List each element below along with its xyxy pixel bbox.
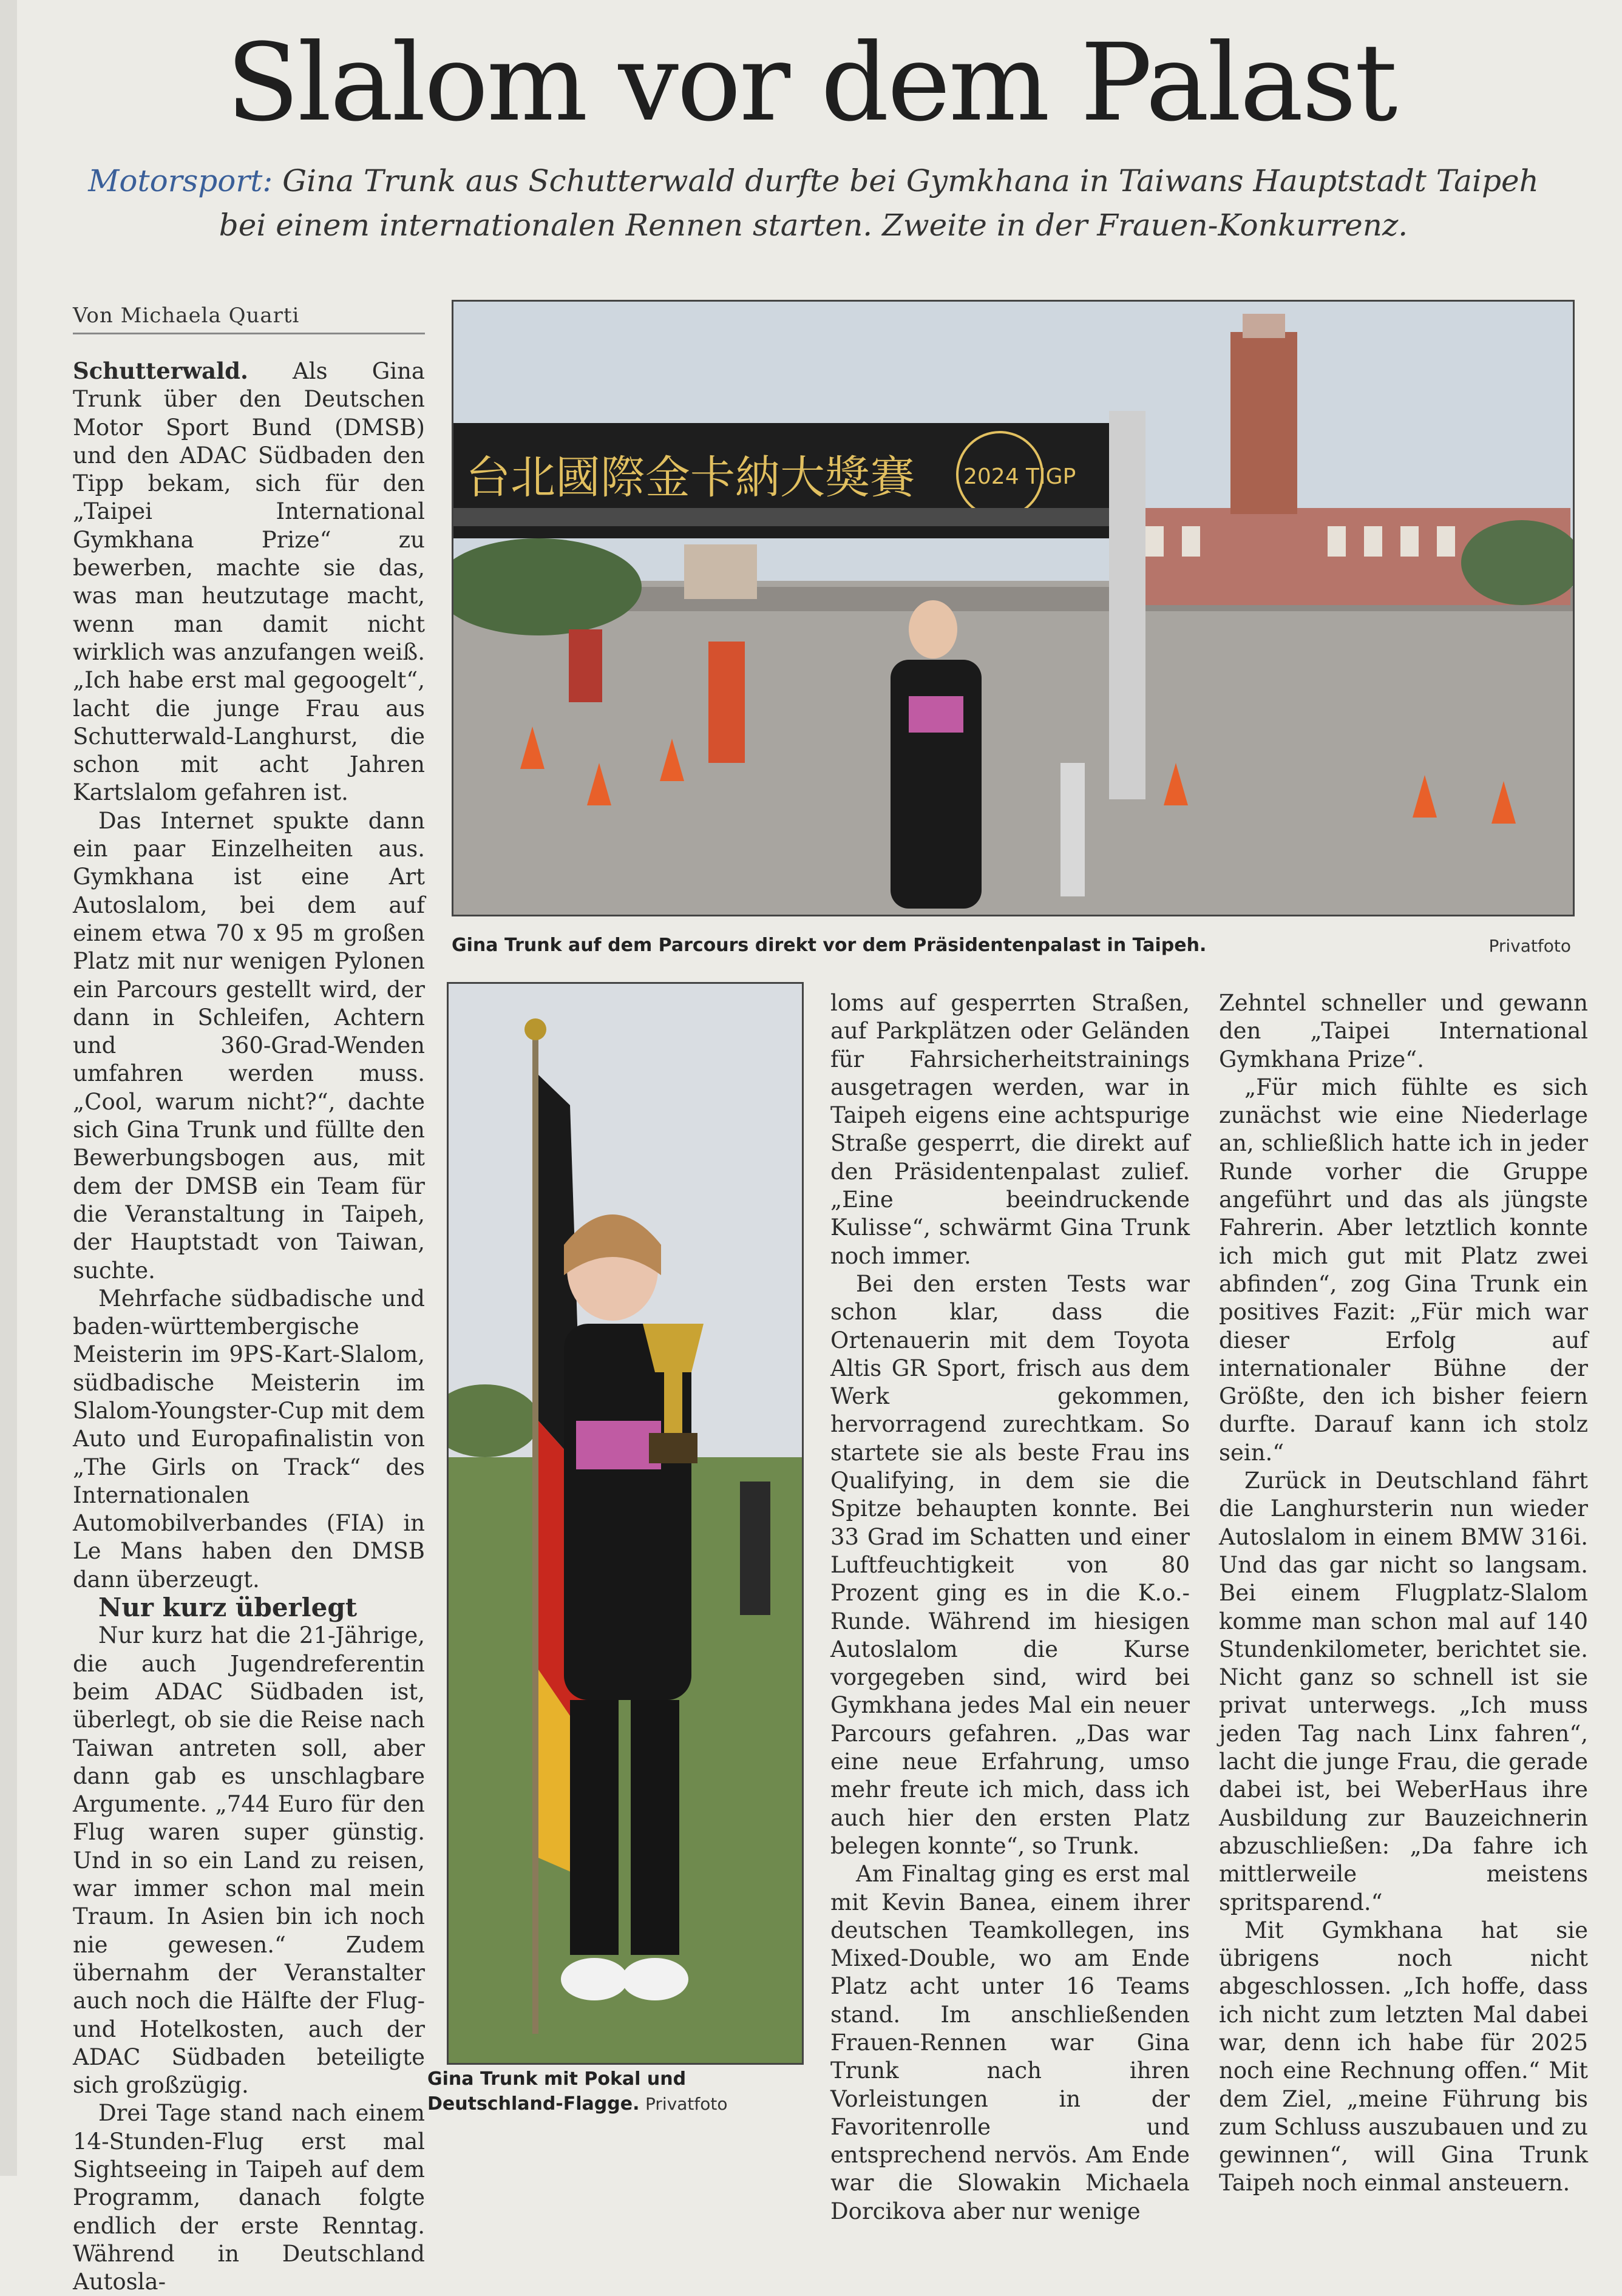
paragraph: Nur kurz hat die 21-Jährige, die auch Jugendreferentin beim ADAC Südbaden ist, überlegt, ob sie die Reise nach Taiwan antreten soll, aber dann gab es unschlagbare Argumente. „744 Euro für den Flug waren super günstig. Und in so ein Land zu reisen, war immer schon mal mein Traum. In Asien bin ich noch nie gewesen.“ Zudem übernahm der Veranstalter auch noch die Hälfte der Flug- und Hotelkosten, auch der ADAC Südbaden beteiligte sich großzügig.	[73, 1622, 425, 2099]
photo-trophy	[447, 982, 804, 2065]
column-4	[1219, 989, 1588, 2198]
paragraph: Zurück in Deutschland fährt die Langhursterin nun wieder Autoslalom in einem BMW 316i. Und das gar nicht so langsam. Bei einem Flugplatz-Slalom komme man schon mal auf 140 Stundenkilometer, berichtet sie. Nicht ganz so schnell ist sie privat unterwegs. „Ich muss jeden Tag nach Linx fahren“, lacht die junge Frau, die gerade dabei ist, bei WeberHaus ihre Ausbildung zur Bauzeichnerin abzuschließen: „Da fahre ich mittlerweile meistens spritsparend.“	[1219, 1468, 1588, 1915]
banner-logo: 2024 TIGP	[963, 464, 1076, 489]
dateline: Schutterwald.	[73, 357, 248, 384]
paragraph: Bei den ersten Tests war schon klar, dass die Ortenauerin mit dem Toyota Altis GR Sport, frisch aus dem Werk gekommen, hervorragend zurechtkam. So startete sie als beste Frau ins Qualifying, in dem sie die Spitze behaupten konnte. Bei 33 Grad im Schatten und einer Luftfeuchtigkeit von 80 Prozent ging es in die K.o.-Runde. Während im hiesigen Autoslalom die Kurse vorgegeben sind, wird bei Gymkhana jedes Mal ein neuer Parcours gefahren. „Das war eine neue Erfahrung, umso mehr freute ich mich, dass ich auch hier den ersten Platz belegen konnte“, so Trunk.	[830, 1270, 1190, 1859]
paragraph: „Für mich fühlte es sich zunächst wie eine Niederlage an, schließlich hatte ich in jeder Runde vorher die Gruppe angeführt und das als jüngste Fahrerin. Aber letztlich konnte ich mich gut mit Platz zwei abfinden“, zog Gina Trunk ein positives Fazit: „Für mich war dieser Erfolg auf internationaler Bühne der Größte, den ich bisher feiern durfte. Darauf kann ich stolz sein.“	[1219, 1074, 1588, 1466]
caption-line-1: Gina Trunk mit Pokal und	[427, 2068, 687, 2090]
photo-credit: Privatfoto	[645, 2093, 728, 2114]
paragraph: Am Finaltag ging es erst mal mit Kevin Banea, einem ihrer deutschen Teamkollegen, ins Mixed-Double, wo am Ende Platz acht unter 16 Teams stand. Im anschließenden Frauen-Rennen war Gina Trunk nach ihren Vorleistungen in der Favoritenrolle und entsprechend nervös. Am Ende war die Slowakin Michaela Dorcikova aber nur wenige	[830, 1861, 1190, 2224]
column-1	[73, 357, 425, 2296]
paragraph: Schutterwald. Als Gina Trunk über den Deutschen Motor Sport Bund (DMSB) und den ADAC Südbaden den Tipp bekam, sich für den „Taipei International Gymkhana Prize“ zu bewerben, machte sie das, was man heutzutage macht, wenn man damit nicht wirklich was anzufangen weiß. „Ich habe erst mal gegoogelt“, lacht die junge Frau aus Schutterwald-Langhurst, die schon mit acht Jahren Kartslalom gefahren ist.	[73, 357, 425, 806]
photo-parcours	[452, 300, 1575, 916]
caption-line-2: Deutschland-Flagge.	[427, 2093, 640, 2115]
photo-parcours-image	[453, 302, 1573, 915]
caption-text: Gina Trunk auf dem Parcours direkt vor dem Präsidentenpalast in Taipeh.	[452, 935, 1207, 956]
paragraph: Das Internet spukte dann ein paar Einzelheiten aus. Gymkhana ist eine Art Autoslalom, bei dem auf einem etwa 70 x 95 m großen Platz mit nur wenigen Pylonen ein Parcours gestellt wird, der dann in Schleifen, Achtern und 360-Grad-Wenden umfahren werden muss. „Cool, warum nicht?“, dachte sich Gina Trunk und füllte den Bewerbungsbogen aus, mit dem der DMSB ein Team für die Veranstaltung in Taipeh, der Hauptstadt von Taiwan, suchte.	[73, 807, 425, 1284]
photo-credit: Privatfoto	[1488, 936, 1571, 956]
photo-trophy-image	[449, 984, 802, 2063]
kicker: Motorsport:	[88, 163, 273, 198]
paragraph: loms auf gesperrten Straßen, auf Parkplätzen oder Geländen für Fahrsicherheitstrainings ausgetragen werden, war in Taipeh eigens eine achtspurige Straße gesperrt, die direkt auf den Präsidentenpalast zulief. „Eine beeindruckende Kulisse“, schwärmt Gina Trunk noch immer.	[830, 990, 1190, 1269]
subhead-text: Gina Trunk aus Schutterwald durfte bei Gymkhana in Taiwans Hauptstadt Taipeh bei einem internationalen Rennen starten. Zweite in der Frauen-Konkurrenz.	[219, 163, 1539, 243]
paragraph: Zehntel schneller und gewann den „Taipei International Gymkhana Prize“.	[1219, 990, 1588, 1072]
subheadline	[85, 159, 1542, 247]
byline: Von Michaela Quarti	[73, 303, 425, 334]
caption-photo-2	[427, 2067, 804, 2116]
headline: Slalom vor dem Palast	[226, 21, 1396, 145]
banner-text: 台北國際金卡納大獎賽	[466, 452, 915, 504]
section-subtitle: Nur kurz überlegt	[98, 1593, 358, 1623]
paragraph: Drei Tage stand nach einem 14-Stunden-Flug erst mal Sightseeing in Taipeh auf dem Programm, danach folgte endlich der erste Renntag. Während in Deutschland Autosla-	[73, 2100, 425, 2295]
column-3	[830, 989, 1190, 2226]
caption-photo-1	[452, 933, 1571, 958]
paragraph: Mehrfache südbadische und baden-württembergische Meisterin im 9PS-Kart-Slalom, südbadische Meisterin im Slalom-Youngster-Cup mit dem Auto und Europafinalistin von „The Girls on Track“ des Internationalen Automobilverbandes (FIA) in Le Mans haben den DMSB dann überzeugt.	[73, 1285, 425, 1593]
paragraph: Mit Gymkhana hat sie übrigens noch nicht abgeschlossen. „Ich hoffe, dass ich nicht zum letzten Mal dabei war, denn ich habe für 2025 noch eine Rechnung offen.“ Mit dem Ziel, „meine Führung bis zum Schluss auszubauen und zu gewinnen“, will Gina Trunk Taipeh noch einmal ansteuern.	[1219, 1917, 1588, 2196]
scan-edge	[0, 0, 17, 2176]
